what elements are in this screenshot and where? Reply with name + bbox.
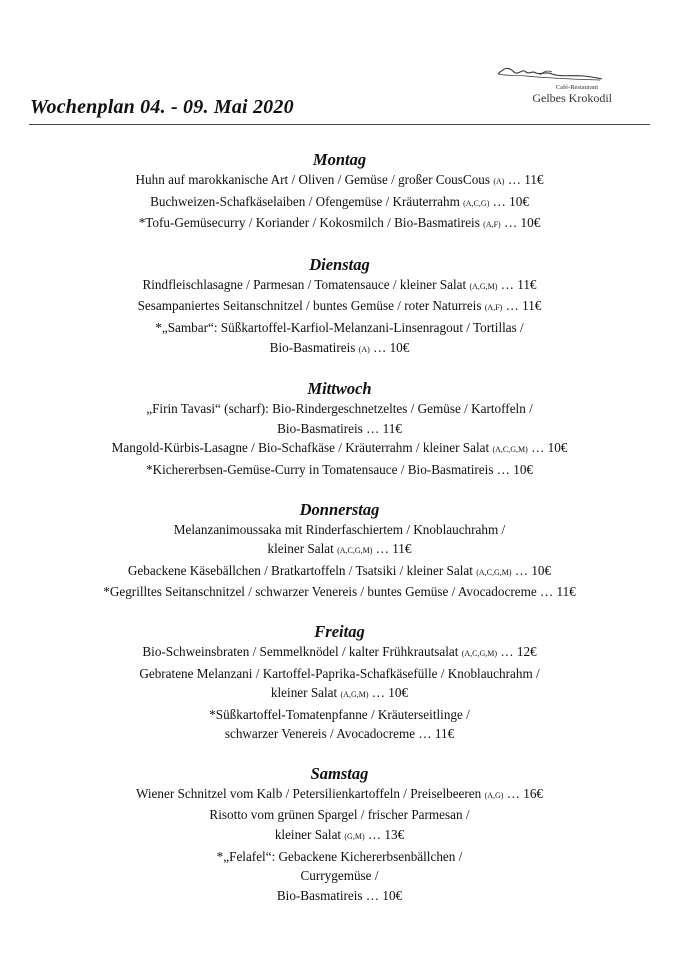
dish-text: *Tofu-Gemüsecurry / Koriander / Kokosmilch / Bio-Basmatireis: [138, 215, 484, 231]
dish-line: [0, 318, 679, 338]
allergen-codes: (A,C,G): [463, 198, 490, 208]
dish-line: [0, 664, 679, 684]
dish-text: Bio-Basmatireis … 10€: [276, 887, 403, 903]
day-title: Samstag: [310, 763, 369, 783]
dish-price: … 11€: [497, 276, 537, 292]
dish-line: [0, 683, 679, 705]
day-title: Freitag: [314, 621, 365, 641]
dish-line: [0, 419, 679, 439]
dish-text: *Süßkartoffel-Tomatenpfanne / Kräuterseitlinge /: [209, 706, 470, 722]
allergen-codes: (A): [493, 177, 505, 186]
day-title: Mittwoch: [307, 379, 372, 399]
dish-price: … 10€: [527, 440, 568, 456]
dish-text: Bio-Schweinsbraten / Semmelknödel / kalter Frühkrautsalat: [142, 643, 462, 659]
allergen-codes: (A,C,G,M): [461, 648, 498, 658]
dish-price: … 10€: [500, 215, 541, 231]
dish-text: Bio-Basmatireis: [269, 339, 359, 355]
dish-price: … 10€: [489, 193, 529, 209]
dish-line: [0, 520, 679, 540]
dish-line: [0, 170, 679, 192]
dish-text: kleiner Salat: [267, 541, 338, 557]
dish-price: … 11€: [504, 172, 544, 187]
day-section-mittwoch: [0, 379, 679, 479]
dish-text: Buchweizen-Schafkäselaiben / Ofengemüse / Kräuterrahm: [150, 193, 464, 209]
allergen-codes: (A,F): [484, 303, 503, 313]
dish-price: … 10€: [369, 339, 410, 355]
dish-text: kleiner Salat: [274, 827, 345, 843]
day-title: Montag: [312, 150, 367, 169]
logo-subtitle: Café-Restaurant: [555, 84, 598, 91]
dish-text: Risotto vom grünen Spargel / frischer Parmesan /: [209, 807, 470, 823]
dish-price: … 11€: [372, 541, 412, 557]
dish-line: [0, 192, 679, 214]
allergen-codes: (G,M): [344, 832, 365, 842]
dish-line: [0, 866, 679, 886]
dish-line: [0, 438, 679, 460]
dish-line: [0, 582, 679, 602]
dish-price: … 10€: [511, 562, 552, 578]
dish-text: Sesampaniertes Seitanschnitzel / buntes Gemüse / roter Naturreis: [137, 298, 485, 314]
allergen-codes: (A): [358, 344, 370, 354]
day-section-samstag: [0, 764, 679, 906]
day-title: Dienstag: [309, 254, 370, 274]
dish-price: … 12€: [497, 643, 537, 659]
page-title: Wochenplan 04. - 09. Mai 2020: [30, 96, 294, 118]
dish-line: [0, 296, 679, 318]
dish-text: Bio-Basmatireis … 11€: [277, 420, 402, 436]
dish-text: *Gegrilltes Seitanschnitzel / schwarzer Venereis / buntes Gemüse / Avocadocreme … 11€: [103, 584, 576, 600]
dish-text: *„Sambar“: Süßkartoffel-Karfiol-Melanzani-Linsenragout / Tortillas /: [155, 319, 524, 335]
dish-text: „Firin Tavasi“ (scharf): Bio-Rindergeschnetzeltes / Gemüse / Kartoffeln /: [146, 401, 533, 417]
dish-line: [0, 539, 679, 561]
dish-text: Gebratene Melanzani / Kartoffel-Paprika-Schafkäsefülle / Knoblauchrahm /: [139, 665, 540, 681]
allergen-codes: (A,C,G,M): [337, 546, 373, 556]
dish-line: [0, 705, 679, 725]
weekly-menu: [0, 150, 679, 925]
dish-line: [0, 886, 679, 906]
allergen-codes: (A,C,G,M): [476, 567, 512, 577]
dish-price: … 11€: [502, 298, 542, 314]
dish-line: [0, 213, 679, 235]
allergen-codes: (A,C,G,M): [492, 445, 528, 455]
day-title: Donnerstag: [299, 499, 380, 519]
header-divider: [29, 124, 650, 125]
day-section-dienstag: [0, 255, 679, 359]
dish-text: Gebackene Käsebällchen / Bratkartoffeln / Tsatsiki / kleiner Salat: [127, 562, 477, 578]
day-section-montag: [0, 150, 679, 235]
logo-name: Gelbes Krokodil: [532, 91, 612, 105]
dish-text: *„Felafel“: Gebackene Kichererbsenbällchen /: [216, 848, 463, 864]
dish-text: Rindfleischlasagne / Parmesan / Tomatensauce / kleiner Salat: [142, 276, 470, 292]
day-section-freitag: [0, 622, 679, 744]
dish-text: kleiner Salat: [270, 685, 341, 701]
dish-price: … 13€: [364, 827, 405, 843]
dish-price: … 10€: [368, 685, 409, 701]
dish-text: Currygemüse /: [300, 868, 379, 884]
dish-line: [0, 399, 679, 419]
dish-line: [0, 460, 679, 480]
dish-price: … 16€: [503, 785, 544, 801]
allergen-codes: (A,G,M): [469, 281, 498, 291]
dish-text: Huhn auf marokkanische Art / Oliven / Gemüse / großer CousCous: [135, 172, 494, 187]
allergen-codes: (A,F): [483, 220, 501, 230]
day-section-donnerstag: [0, 500, 679, 602]
restaurant-logo: [472, 56, 632, 106]
crocodile-icon: [496, 62, 604, 84]
allergen-codes: (A,G): [484, 790, 504, 800]
dish-line: [0, 642, 679, 664]
dish-text: schwarzer Venereis / Avocadocreme … 11€: [224, 726, 455, 742]
dish-line: [0, 847, 679, 867]
dish-line: [0, 805, 679, 825]
dish-text: Wiener Schnitzel vom Kalb / Petersilienkartoffeln / Preiselbeeren: [135, 785, 485, 801]
dish-line: [0, 784, 679, 806]
allergen-codes: (A,G,M): [340, 690, 369, 700]
dish-text: Mangold-Kürbis-Lasagne / Bio-Schafkäse / Kräuterrahm / kleiner Salat: [111, 440, 493, 456]
page-header: [0, 0, 679, 130]
dish-line: [0, 825, 679, 847]
dish-line: [0, 724, 679, 744]
dish-line: [0, 338, 679, 360]
dish-line: [0, 275, 679, 297]
dish-text: *Kichererbsen-Gemüse-Curry in Tomatensauce / Bio-Basmatireis … 10€: [145, 461, 534, 477]
dish-line: [0, 561, 679, 583]
dish-text: Melanzanimoussaka mit Rinderfaschiertem / Knoblauchrahm /: [173, 521, 506, 537]
